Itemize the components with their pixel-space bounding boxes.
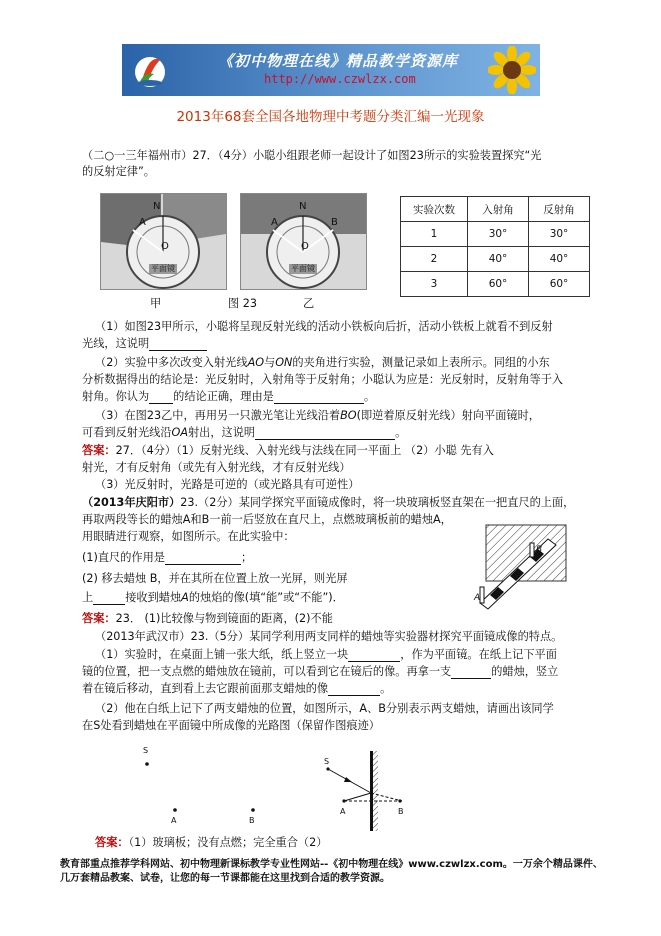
table-cell: 30° [468, 222, 529, 247]
point-label-b: B [249, 816, 255, 825]
q3-line1: （2013年武汉市）23.（5分）某同学利用两支同样的蜡烛等实验器材探究平面镜成像的特点。 [95, 630, 563, 643]
table-header-row [401, 197, 590, 222]
path-label-s: S [324, 757, 330, 766]
table-row [401, 272, 590, 297]
path-label-b: B [398, 807, 404, 816]
table-cell: 1 [401, 222, 468, 247]
q3-line2: （1）实验时，在桌面上铺一张大纸，纸上竖立一块 ，作为平面镜。在纸上记下平面 [95, 648, 557, 661]
table-cell: 30° [529, 222, 590, 247]
table-cell: 60° [468, 272, 529, 297]
candle-ruler-figure [476, 521, 572, 611]
figure-label-b: B [536, 545, 543, 555]
reflection-angle-table [400, 196, 590, 297]
q1-part2-line3: 射角。你认为 的结论正确，理由是 。 [82, 390, 376, 403]
site-logo-icon [130, 50, 170, 90]
footer-line1: 教育部重点推荐学科网站、初中物理新课标教学专业性网站--《初中物理在线》www.czwlzx.com。一万余个精品课件、 [60, 859, 603, 870]
table-header: 实验次数 [401, 197, 468, 222]
q3-line4: 着在镜后移动，直到看上去它跟前面那支蜡烛的像 。 [82, 682, 392, 695]
label-b-right: B [331, 217, 338, 228]
footer-notice [60, 858, 603, 886]
q1-answer-line1: 答案：27．（4分）（1）反射光线、入射光线与法线在同一平面上 （2）小聪 先有入 [82, 444, 494, 457]
figure-23-jia-photo [100, 193, 227, 290]
figure-23-yi-photo [240, 193, 367, 290]
label-n-left: N [153, 201, 161, 212]
point-label-s: S [143, 746, 149, 755]
q1-part3-line1: （3）在图23乙中，再用另一只激光笔让光线沿着BO(即逆着原反射光线）射向平面镜时， [95, 409, 540, 422]
table-header: 反射角 [529, 197, 590, 222]
q2-line6: 上 接收到蜡烛A的烛焰的像(填“能”或“不能”)． [82, 591, 344, 604]
q1-answer-line2: 射光，才有反射角（或先有入射光线，才有反射光线） [82, 461, 351, 474]
q1-part1-line2: 光线，这说明 [82, 337, 207, 351]
table-row [401, 247, 590, 272]
light-path-figure [320, 745, 432, 835]
label-mirror-left: 平面镜 [151, 264, 175, 273]
q3-line3: 镜的位置，把一支点燃的蜡烛放在镜前，可以看到它在镜后的像。再拿一支 的蜡烛，竖立 [82, 665, 559, 678]
table-cell: 3 [401, 272, 468, 297]
figure-label-a: A [474, 593, 481, 603]
table-row [401, 222, 590, 247]
footer-line2: 几万套精品教案、试卷，让您的每一节课都能在这里找到合适的教学资源。 [60, 873, 390, 884]
table-cell: 60° [529, 272, 590, 297]
point-label-a: A [171, 816, 177, 825]
q1-line2: 的反射定律”。 [82, 165, 155, 178]
figure-caption-23: 图 23 [228, 297, 257, 310]
q3-answer: 答案：（1）玻璃板；没有点燃；完全重合（2） [95, 836, 328, 849]
table-cell: 2 [401, 247, 468, 272]
table-cell: 40° [529, 247, 590, 272]
label-a-left: A [139, 217, 146, 228]
label-o-right: O [301, 241, 309, 252]
q1-part3-line2: 可看到反射光线沿OA射出，这说明 。 [82, 426, 407, 439]
figure-label-jia: 甲 [150, 297, 162, 310]
q1-part1-line1: （1）如图23甲所示，小聪将呈现反射光线的活动小铁板向后折，活动小铁板上就看不到反射 [95, 320, 553, 333]
label-n-right: N [299, 201, 307, 212]
banner-title: 《初中物理在线》精品教学资源库 [218, 52, 459, 70]
label-a-right: A [271, 217, 278, 228]
q3-line5: （2）他在白纸上记下了两支蜡烛的位置，如图所示，A、B分别表示两支蜡烛，请画出该同学 [95, 702, 554, 715]
candle-position-figure [135, 740, 265, 830]
q1-part2-line1: （2）实验中多次改变入射光线AO与ON的夹角进行实验，测量记录如上表所示。同组的小东 [95, 356, 550, 369]
q1-answer-line3: （3）光反射时，光路是可逆的（或光路具有可逆性） [95, 478, 360, 491]
banner-url[interactable]: http://www.czwlzx.com [264, 72, 416, 86]
label-o-left: O [161, 241, 169, 252]
sunflower-icon [488, 46, 536, 94]
table-header: 入射角 [468, 197, 529, 222]
document-title: 2013年68套全国各地物理中考题分类汇编一光现象 [176, 109, 485, 125]
table-cell: 40° [468, 247, 529, 272]
q2-line4: (1)直尺的作用是 ； [82, 551, 253, 564]
q2-line2: 再取两段等长的蜡烛A和B一前一后竖放在直尺上，点燃玻璃板前的蜡烛A， [82, 513, 452, 526]
q1-line1: （二○一三年福州市）27．（4分）小聪小组跟老师一起设计了如图23所示的实验装置探究“光 [82, 149, 542, 162]
q1-part2-line2: 分析数据得出的结论是：光反射时，入射角等于反射角；小聪认为应是：光反射时，反射角等于入 [82, 373, 564, 386]
header-banner [122, 44, 540, 96]
q2-line5: (2) 移去蜡烛 B，并在其所在位置上放一光屏，则光屏 [82, 572, 348, 585]
label-mirror-right: 平面镜 [291, 264, 315, 273]
figure-label-yi: 乙 [303, 297, 315, 310]
q2-line1: （2013年庆阳市）23.（2分）某同学探究平面镜成像时，将一块玻璃板竖直架在一把直尺的上面， [82, 496, 575, 509]
q2-line3: 用眼睛进行观察，如图所示。在此实验中： [82, 530, 295, 543]
q2-answer: 答案：23． (1)比较像与物到镜面的距离，(2)不能 [82, 612, 333, 625]
path-label-a: A [340, 807, 346, 816]
q3-line6: 在S处看到蜡烛在平面镜中所成像的光路图（保留作图痕迹） [82, 719, 380, 732]
